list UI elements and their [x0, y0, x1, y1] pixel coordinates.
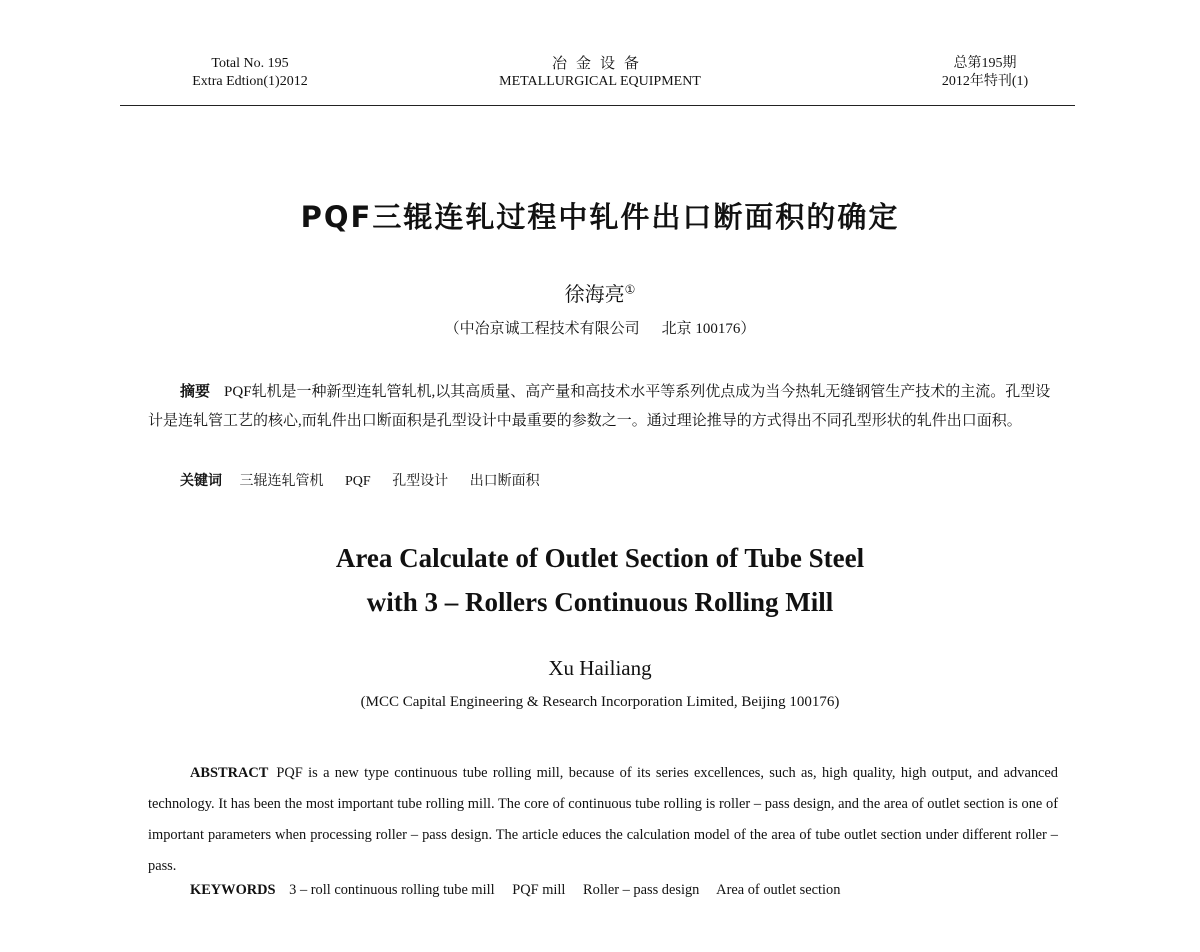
- en-abstract-label: ABSTRACT: [190, 765, 269, 781]
- en-author: Xu Hailiang: [548, 656, 652, 680]
- en-abstract-text: PQF is a new type continuous tube rolling mill, because of its series excellences, such as, high quality, high output, and advanced technology. It has been the most important tube rolling mill. The core of continuous tube rolling is roller – pass design, and the area of outlet section is one of important parameters when processing roller – pass design. The article educes the calculation model of the area of tube outlet section under different roller – pass.: [148, 765, 1058, 874]
- en-keywords: [190, 882, 854, 899]
- en-title-line: with 3 – Rollers Continuous Rolling Mill: [366, 587, 834, 617]
- header-journal-en: METALLURGICAL EQUIPMENT: [499, 74, 701, 89]
- cn-affiliation-org: （中冶京诚工程技术有限公司: [444, 321, 640, 337]
- en-keyword: Area of outlet section: [716, 882, 841, 898]
- cn-affiliation-city: 北京 100176）: [661, 321, 756, 337]
- cn-author: [0, 278, 1200, 307]
- en-affiliation: (MCC Capital Engineering & Research Incorporation Limited, Beijing 100176): [360, 694, 840, 710]
- en-abstract: [148, 758, 1058, 882]
- cn-keyword: 三辊连轧管机: [239, 474, 324, 489]
- footnote-marker: ①: [624, 282, 636, 297]
- cn-keywords-label: 关键词: [180, 474, 222, 489]
- header-total-no: Total No. 195: [211, 56, 289, 71]
- en-keyword: 3 – roll continuous rolling tube mill: [289, 882, 495, 898]
- cn-author-name: 徐海亮: [564, 284, 625, 306]
- cn-title: PQF三辊连轧过程中轧件出口断面积的确定: [300, 200, 900, 234]
- cn-abstract-label: 摘要: [180, 384, 211, 400]
- header-special-issue-cn: 2012年特刊(1): [941, 74, 1029, 89]
- en-keyword: Roller – pass design: [583, 882, 700, 898]
- header-extra-edition: Extra Edtion(1)2012: [192, 74, 308, 89]
- header-journal-cn: 冶金设备: [551, 56, 648, 72]
- cn-affiliation: [0, 317, 1200, 338]
- en-keywords-label: KEYWORDS: [190, 882, 276, 898]
- cn-keywords: [180, 470, 558, 490]
- cn-keyword: PQF: [345, 474, 371, 489]
- en-keyword: PQF mill: [512, 882, 566, 898]
- cn-keyword: 出口断面积: [469, 474, 540, 489]
- header-issue-en: [150, 55, 350, 91]
- header-issue-cn: [880, 55, 1090, 91]
- running-header: [0, 55, 1200, 105]
- header-journal-name: [450, 55, 750, 91]
- en-title: [0, 536, 1200, 624]
- cn-abstract: [148, 378, 1058, 436]
- cn-keyword: 孔型设计: [392, 474, 449, 489]
- header-rule: [120, 105, 1075, 106]
- en-title-line: Area Calculate of Outlet Section of Tube Steel: [335, 543, 865, 573]
- header-total-issue-cn: 总第195期: [953, 56, 1017, 71]
- cn-abstract-text: PQF轧机是一种新型连轧管轧机,以其高质量、高产量和高技术水平等系列优点成为当今热轧无缝钢管生产技术的主流。孔型设计是连轧管工艺的核心,而轧件出口断面积是孔型设计中最重要的参数之一。通过理论推导的方式得出不同孔型形状的轧件出口面积。: [148, 384, 1051, 429]
